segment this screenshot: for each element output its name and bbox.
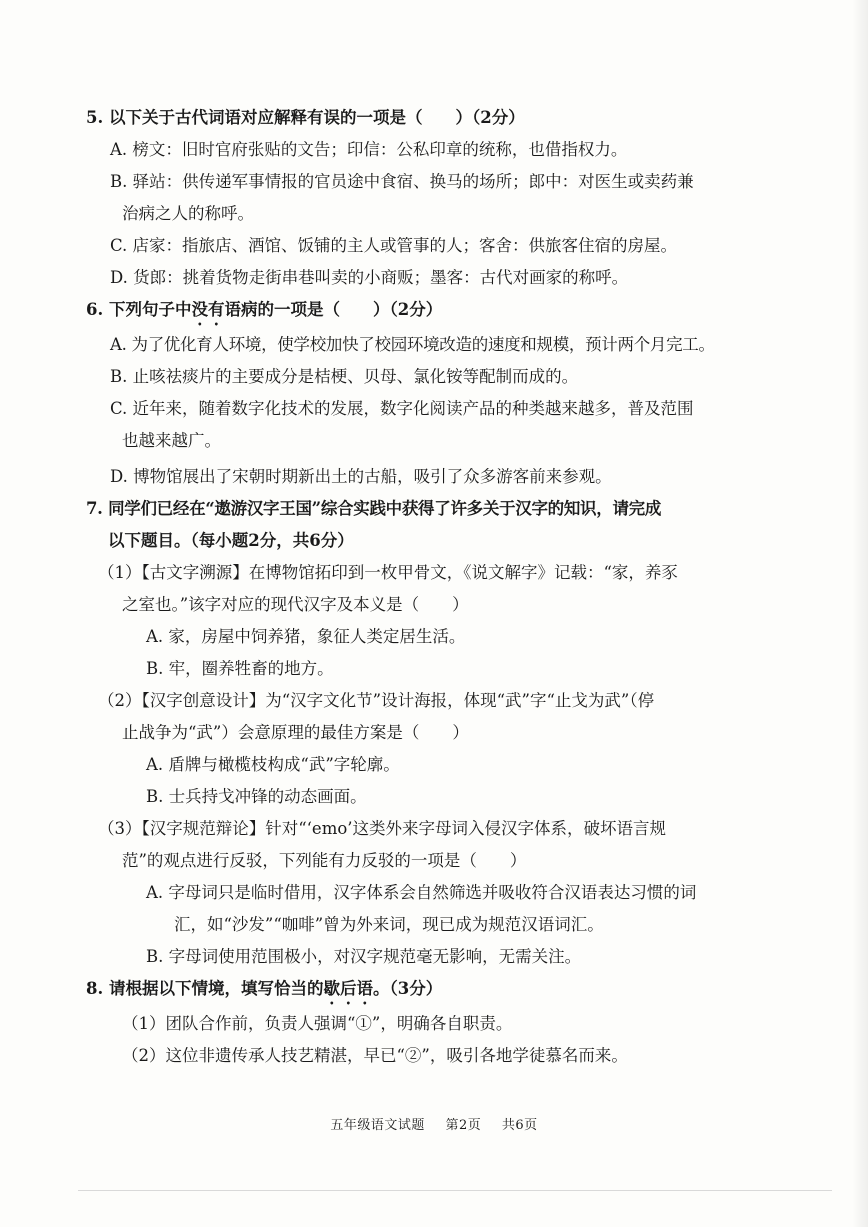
question-6-stem-pre: 6. 下列句子中: [86, 300, 192, 319]
question-8-stem: [86, 973, 766, 1008]
exam-content: [86, 102, 766, 1072]
scan-bottom-line: [78, 1190, 832, 1191]
question-5-option-d: D. 货郎：挑着货物走街串巷叫卖的小商贩；墨客：古代对画家的称呼。: [110, 268, 629, 287]
footer-total-pages: 共6页: [501, 1118, 538, 1133]
question-7-sub-2: （2）【汉字创意设计】为“汉字文化节”设计海报，体现“武”字“止戈为武”（停: [98, 691, 655, 710]
question-6-stem-post: 语病的一项是（ ）（2分）: [224, 300, 443, 319]
question-7-sub-3-option-b: B. 字母词使用范围极小，对汉字规范毫无影响，无需关注。: [146, 947, 582, 966]
question-6-option-c-cont: 也越来越广。: [122, 431, 221, 450]
question-7-sub-1-cont: 之室也。”该字对应的现代汉字及本义是（ ）: [122, 595, 469, 614]
question-7-sub-3: （3）【汉字规范辩论】针对“‘emo’这类外来字母词入侵汉字体系，破坏语言规: [98, 819, 667, 838]
page-footer: [0, 1114, 868, 1133]
scan-edge-shadow: [852, 0, 868, 1227]
footer-page-number: 第2页: [445, 1118, 482, 1133]
question-7-sub-2-option-b: B. 士兵持戈冲锋的动态画面。: [146, 787, 367, 806]
question-7-sub-2-cont: 止战争为“武”）会意原理的最佳方案是（ ）: [122, 723, 469, 742]
question-8-stem-post: 。（3分）: [372, 979, 443, 998]
question-7-sub-2-option-a: A. 盾牌与橄榄枝构成“武”字轮廓。: [146, 755, 400, 774]
question-6-option-c: C. 近年来，随着数字化技术的发展，数字化阅读产品的种类越来越多，普及范围: [110, 399, 694, 418]
question-7-sub-1-option-b: B. 牢，圈养牲畜的地方。: [146, 659, 334, 678]
question-8-sub-2: （2）这位非遗传承人技艺精湛，早已“②”，吸引各地学徒慕名而来。: [122, 1046, 628, 1065]
question-6-stem-emphasis: 没有: [191, 300, 225, 319]
question-5-stem: 5. 以下关于古代词语对应解释有误的一项是（ ）（2分）: [86, 108, 525, 127]
question-7-stem-cont: 以下题目。（每小题2分，共6分）: [108, 531, 354, 550]
question-5-option-b-cont: 治病之人的称呼。: [122, 204, 254, 223]
question-7-stem: 7. 同学们已经在“遨游汉字王国”综合实践中获得了许多关于汉字的知识，请完成: [86, 499, 662, 518]
question-5-option-c: C. 店家：指旅店、酒馆、饭铺的主人或管事的人；客舍：供旅客住宿的房屋。: [110, 236, 678, 255]
question-7-sub-1-option-a: A. 家，房屋中饲养猪，象征人类定居生活。: [146, 627, 466, 646]
question-8-stem-pre: 8. 请根据以下情境，填写恰当的: [86, 979, 324, 998]
question-7-sub-3-cont: 范”的观点进行反驳，下列能有力反驳的一项是（ ）: [122, 851, 527, 870]
footer-subject: 五年级语文试题: [330, 1118, 425, 1133]
question-5-option-a: A. 榜文：旧时官府张贴的文告；印信：公私印章的统称，也借指权力。: [110, 140, 628, 159]
question-7-sub-3-option-a: A. 字母词只是临时借用，汉字体系会自然筛选并吸收符合汉语表达习惯的词: [146, 883, 697, 902]
question-8-stem-emphasis: 歇后语: [323, 979, 373, 998]
question-6-option-d: D. 博物馆展出了宋朝时期新出土的古船，吸引了众多游客前来参观。: [110, 467, 612, 486]
question-5-option-b: B. 驿站：供传递军事情报的官员途中食宿、换马的场所；郎中：对医生或卖药兼: [110, 172, 694, 191]
question-7-sub-1: （1）【古文字溯源】在博物馆拓印到一枚甲骨文，《说文解字》记载：“家，养豕: [98, 563, 678, 582]
question-7-sub-3-option-a-cont: 汇，如“沙发”“咖啡”曾为外来词，现已成为规范汉语词汇。: [174, 915, 604, 934]
question-6-option-a: A. 为了优化育人环境，使学校加快了校园环境改造的速度和规模，预计两个月完工。: [110, 335, 715, 354]
question-6-option-b: B. 止咳祛痰片的主要成分是桔梗、贝母、氯化铵等配制而成的。: [110, 367, 579, 386]
question-6-stem: [86, 294, 766, 329]
question-8-sub-1: （1）团队合作前，负责人强调“①”，明确各自职责。: [122, 1014, 513, 1033]
